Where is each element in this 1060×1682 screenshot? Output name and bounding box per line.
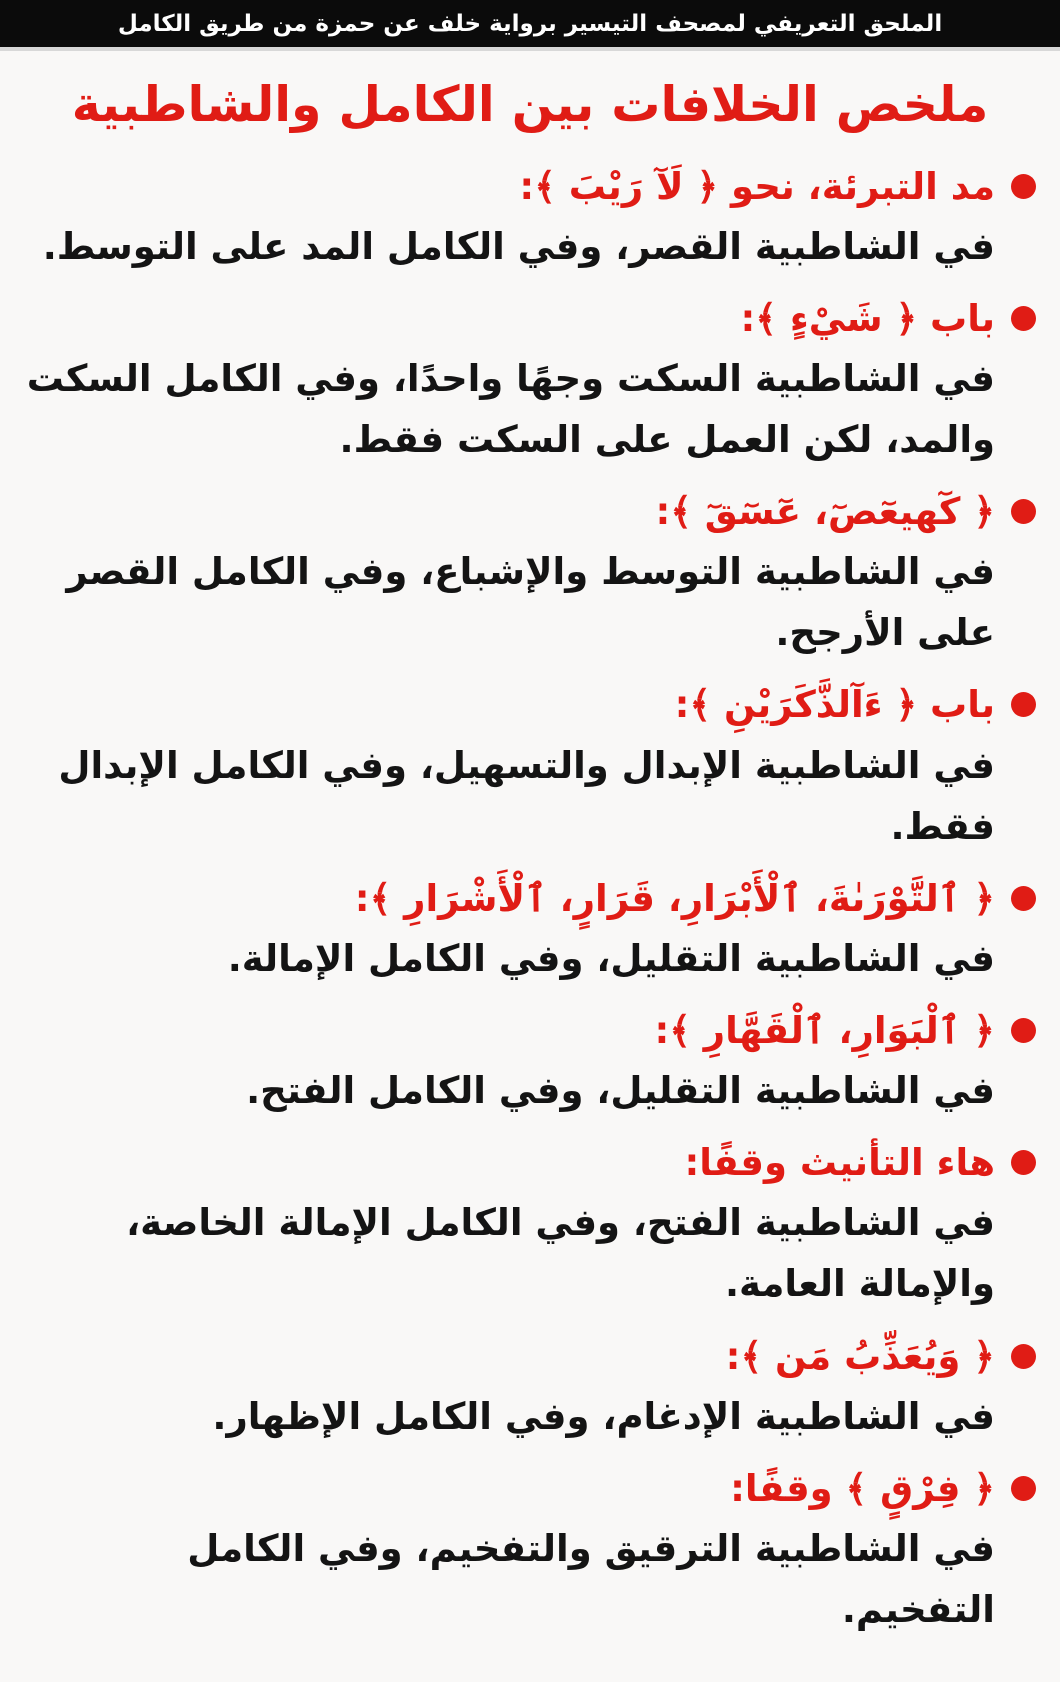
item-body: في الشاطبية الإبدال والتسهيل، وفي الكامل الإبدال فقط. (58, 743, 995, 848)
item-body: في الشاطبية السكت وجهًا واحدًا، وفي الكامل السكت والمد، لكن العمل على السكت فقط. (26, 357, 995, 462)
bullet-dot-icon (1011, 692, 1036, 717)
item-text (20, 157, 995, 277)
item-body: في الشاطبية الإدغام، وفي الكامل الإظهار. (212, 1394, 995, 1438)
item-text (20, 1133, 995, 1314)
item-text (20, 1459, 995, 1640)
bullet-dot-icon (1011, 1150, 1036, 1175)
item-text (20, 869, 995, 989)
item-heading: ﴿ كٓهيعٓصٓ، عٓسٓقٓ ﴾: (655, 490, 995, 534)
item-heading: ﴿ ٱلْبَوَارِ، ٱلْقَهَّارِ ﴾: (654, 1009, 995, 1052)
item-heading: ﴿ فِرْقٍ ﴾ وقفًا: (730, 1466, 995, 1510)
header-title: الملحق التعريفي لمصحف التيسير برواية خلف عن حمزة من طريق الكامل (117, 10, 943, 37)
item-body: في الشاطبية القصر، وفي الكامل المد على التوسط. (42, 224, 995, 268)
item-heading: ﴿ ٱلتَّوْرَىٰةَ، ٱلْأَبْرَارِ، قَرَارٍ، ٱلْأَشْرَارِ ﴾: (354, 876, 995, 920)
bullet-dot-icon (1011, 1344, 1036, 1369)
list-item (20, 289, 1036, 470)
item-heading: مد التبرئة، نحو ﴿ لَآ رَيْبَ ﴾: (519, 164, 995, 208)
bullet-dot-icon (1011, 1476, 1036, 1501)
bullet-dot-icon (1011, 174, 1036, 199)
bullet-dot-icon (1011, 499, 1036, 524)
bullet-dot-icon (1011, 1018, 1036, 1043)
item-body: في الشاطبية الفتح، وفي الكامل الإمالة الخاصة، والإمالة العامة. (126, 1201, 995, 1306)
item-body: في الشاطبية التوسط والإشباع، وفي الكامل القصر على الأرجح. (66, 550, 995, 655)
list-item (20, 1001, 1036, 1121)
list-item (20, 675, 1036, 856)
item-heading: هاء التأنيث وقفًا: (684, 1141, 995, 1185)
item-text (20, 1327, 995, 1447)
item-body: في الشاطبية الترقيق والتفخيم، وفي الكامل التفخيم. (187, 1526, 995, 1631)
item-body: في الشاطبية التقليل، وفي الكامل الإمالة. (227, 936, 995, 980)
item-heading: باب ﴿ ءَآلذَّكَرَيْنِ ﴾: (674, 683, 995, 727)
header-bar (0, 0, 1060, 51)
list-item (20, 1327, 1036, 1447)
item-text (20, 482, 995, 663)
item-heading: ﴿ وَيُعَذِّبُ مَن ﴾: (725, 1334, 995, 1378)
item-body: في الشاطبية التقليل، وفي الكامل الفتح. (246, 1069, 995, 1113)
item-heading: باب ﴿ شَيْءٍ ﴾: (740, 296, 995, 340)
list-item (20, 869, 1036, 989)
list-item (20, 1133, 1036, 1314)
list-item (20, 482, 1036, 663)
item-text (20, 1001, 995, 1121)
list-item (20, 157, 1036, 277)
list-item (20, 1459, 1036, 1640)
item-text (20, 289, 995, 470)
page-title: ملخص الخلافات بين الكامل والشاطبية (71, 76, 989, 133)
differences-list (0, 151, 1060, 1682)
bullet-dot-icon (1011, 306, 1036, 331)
item-text (20, 675, 995, 856)
bullet-dot-icon (1011, 886, 1036, 911)
